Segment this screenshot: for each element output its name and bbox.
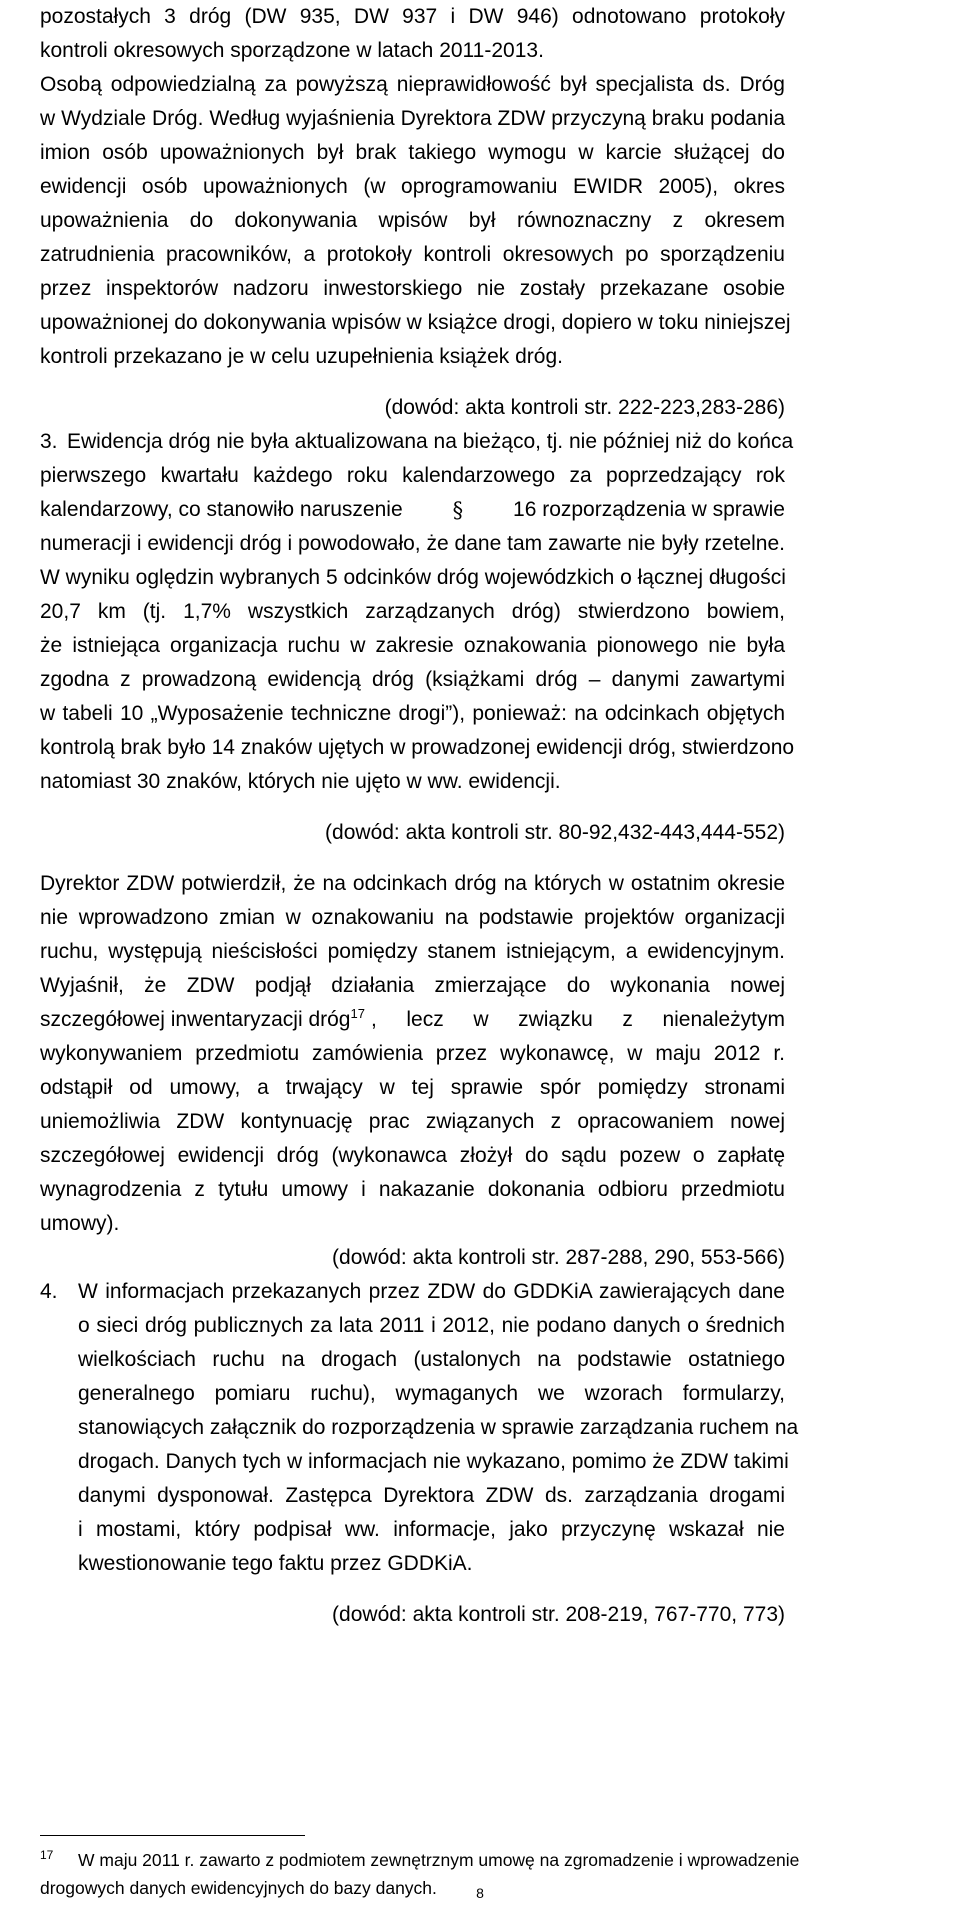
text-line: i mostami, który podpisał ww. informacje, jako przyczynę wskazał nie [78, 1518, 785, 1541]
text-line: kontrolą brak było 14 znaków ujętych w prowadzonej ewidencji dróg, stwierdzono [40, 736, 795, 759]
text-line: kwestionowanie tego faktu przez GDDKiA. [78, 1552, 473, 1575]
text-line: 20,7 km (tj. 1,7% wszystkich zarządzanych dróg) stwierdzono bowiem, [40, 600, 785, 623]
text-line: odstąpił od umowy, a trwający w tej sprawie spór pomiędzy stronami [40, 1076, 785, 1099]
text-line-with-footnote-ref [40, 1003, 785, 1037]
paragraph-1 [40, 0, 791, 374]
text-line: Ewidencja dróg nie była aktualizowana na bieżąco, tj. nie później niż do końca [67, 430, 794, 453]
text-line: upoważnionej do dokonywania wpisów w książce drogi, dopiero w toku niniejszej [40, 311, 791, 334]
text-line: pierwszego kwartału każdego roku kalendarzowego za poprzedzający rok [40, 464, 785, 487]
text-fragment: , lecz w związku z nienależytym [370, 1008, 785, 1031]
document-page [40, 0, 799, 1632]
text-line: W informacjach przekazanych przez ZDW do GDDKiA zawierających dane [78, 1280, 785, 1303]
text-line: o sieci dróg publicznych za lata 2011 i 2012, nie podano danych o średnich [78, 1314, 785, 1337]
item-number: 4. [40, 1280, 58, 1303]
text-line: nie wprowadzono zmian w oznakowaniu na podstawie projektów organizacji [40, 906, 785, 929]
text-line: wielkościach ruchu na drogach (ustalonych na podstawie ostatniego [78, 1348, 785, 1371]
text-line: umowy). [40, 1212, 120, 1235]
text-line: ewidencji osób upoważnionych (w oprogramowaniu EWIDR 2005), okres [40, 175, 785, 198]
text-line: szczegółowej ewidencji dróg (wykonawca złożył do sądu pozew o zapłatę [40, 1144, 785, 1167]
text-line-with-symbol [40, 493, 785, 527]
text-line: zgodna z prowadzoną ewidencją dróg (książkami dróg – danymi zawartymi [40, 668, 785, 691]
text-line: kontroli przekazano je w celu uzupełnienia książek dróg. [40, 345, 563, 368]
text-fragment: szczegółowej inwentaryzacji dróg [40, 1008, 351, 1031]
numbered-item-4 [40, 1275, 799, 1581]
text-line: Wyjaśnił, że ZDW podjął działania zmierzające do wykonania nowej [40, 974, 785, 997]
item-first-line [40, 1275, 785, 1309]
text-fragment: 16 rozporządzenia w sprawie [513, 498, 785, 521]
evidence-citation: (dowód: akta kontroli str. 80-92,432-443,444-552) [325, 821, 785, 844]
footnote-number: 17 [40, 1848, 54, 1862]
text-line: ruchu, występują nieścisłości pomiędzy stanem istniejącym, a ewidencyjnym. [40, 940, 785, 963]
text-line: kontroli okresowych sporządzone w latach 2011-2013. [40, 39, 544, 62]
item-body [78, 1309, 799, 1581]
item-number: 3. [40, 430, 58, 453]
footnote-text: W maju 2011 r. zawarto z podmiotem zewnętrznym umowę na zgromadzenie i wprowadzenie [78, 1850, 800, 1870]
footnote-reference: 17 [350, 1006, 365, 1021]
text-line: stanowiących załącznik do rozporządzenia w sprawie zarządzania ruchem na [78, 1416, 799, 1439]
text-line: numeracji i ewidencji dróg i powodowało, że dane tam zawarte nie były rzetelne. [40, 532, 785, 555]
text-line: uniemożliwia ZDW kontynuację prac związanych z opracowaniem nowej [40, 1110, 785, 1133]
evidence-citation: (dowód: akta kontroli str. 208-219, 767-770, 773) [332, 1603, 785, 1626]
item-first-line [40, 425, 794, 459]
text-line: wykonywaniem przedmiotu zamówienia przez wykonawcę, w maju 2012 r. [40, 1042, 785, 1065]
text-line: w tabeli 10 „Wyposażenie techniczne drogi”), ponieważ: na odcinkach objętych [40, 702, 785, 725]
text-fragment [40, 1003, 365, 1037]
text-line: W wyniku oględzin wybranych 5 odcinków dróg wojewódzkich o łącznej długości [40, 566, 786, 589]
text-line: danymi dysponował. Zastępca Dyrektora ZDW ds. zarządzania drogami [78, 1484, 785, 1507]
paragraph-2 [40, 867, 785, 1241]
evidence-citation: (dowód: akta kontroli str. 287-288, 290, 553-566) [332, 1246, 785, 1269]
text-line: że istniejąca organizacja ruchu w zakresie oznakowania pionowego nie była [40, 634, 785, 657]
page-number: 8 [476, 1885, 484, 1901]
paragraph-symbol: § [452, 498, 464, 522]
footnote-text: drogowych danych ewidencyjnych do bazy danych. [40, 1878, 437, 1898]
evidence-citation: (dowód: akta kontroli str. 222-223,283-286) [384, 396, 785, 419]
text-line: generalnego pomiaru ruchu), wymaganych we wzorach formularzy, [78, 1382, 785, 1405]
text-line: natomiast 30 znaków, których nie ujęto w ww. ewidencji. [40, 770, 561, 793]
footnote-row [40, 1846, 800, 1874]
footnote-separator [40, 1835, 305, 1836]
text-line: Osobą odpowiedzialną za powyższą nieprawidłowość był specjalista ds. Dróg [40, 73, 785, 96]
text-line: drogach. Danych tych w informacjach nie wykazano, pomimo że ZDW takimi [78, 1450, 789, 1473]
text-line: pozostałych 3 dróg (DW 935, DW 937 i DW 946) odnotowano protokoły [40, 5, 785, 28]
text-line: upoważnienia do dokonywania wpisów był równoznaczny z okresem [40, 209, 785, 232]
text-line: wynagrodzenia z tytułu umowy i nakazanie dokonania odbioru przedmiotu [40, 1178, 785, 1201]
text-line: imion osób upoważnionych był brak takiego wymogu w karcie służącej do [40, 141, 785, 164]
text-line: w Wydziale Dróg. Według wyjaśnienia Dyrektora ZDW przyczyną braku podania [40, 107, 785, 130]
text-line: zatrudnienia pracowników, a protokoły kontroli okresowych po sporządzeniu [40, 243, 785, 266]
text-fragment: kalendarzowy, co stanowiło naruszenie [40, 498, 403, 521]
text-line: Dyrektor ZDW potwierdził, że na odcinkach dróg na których w ostatnim okresie [40, 872, 785, 895]
numbered-item-3 [40, 425, 795, 799]
text-line: przez inspektorów nadzoru inwestorskiego nie zostały przekazane osobie [40, 277, 785, 300]
